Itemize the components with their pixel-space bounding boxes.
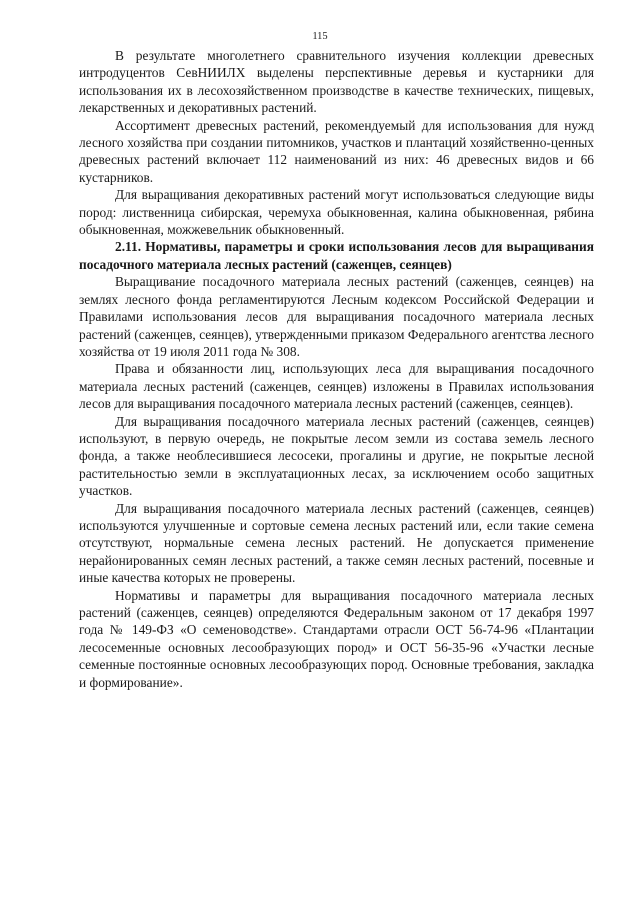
paragraph: Для выращивания декоративных растений могут использоваться следующие виды пород: лиственница сибирская, черемуха обыкновенная, калина обыкновенная, рябина обыкновенная, можжевельник обыкновенный. [79, 187, 594, 238]
paragraph: Права и обязанности лиц, использующих леса для выращивания посадочного материала лесных растений (саженцев, сеянцев) изложены в Правилах использования лесов для выращивания посадочного материала лесных растений (саженцев, сеянцев). [79, 361, 594, 412]
paragraph: Для выращивания посадочного материала лесных растений (саженцев, сеянцев) используются улучшенные и сортовые семена лесных растений или, если такие семена отсутствуют, нормальные семена лесных растений. Не допускается применение нерайонированных семян лесных растений, а также семян лесных растений, посевные и иные качества которых не проверены. [79, 500, 594, 586]
page-content [79, 47, 594, 691]
paragraph: Нормативы и параметры для выращивания посадочного материала лесных растений (саженцев, сеянцев) определяются Федеральным законом от 17 декабря 1997 года № 149-ФЗ «О семеноводстве». Стандартами отрасли ОСТ 56-74-96 «Плантации лесосеменные основных лесообразующих пород» и ОСТ 56-35-96 «Участки лесные семенные постоянные основных лесообразующих пород. Основные требования, закладка и формирование». [79, 587, 594, 690]
paragraph: Выращивание посадочного материала лесных растений (саженцев, сеянцев) на землях лесного фонда регламентируются Лесным кодексом Российской Федерации и Правилами использования лесов для выращивания посадочного материала лесных растений (саженцев, сеянцев), утвержденными приказом Федерального агентства лесного хозяйства от 19 июля 2011 года № 308. [79, 274, 594, 359]
paragraph: В результате многолетнего сравнительного изучения коллекции древесных интродуцентов СевНИИЛХ выделены перспективные деревья и кустарники для использования их в лесохозяйственном производстве в качестве технических, пищевых, лекарственных и декоративных растений. [79, 48, 594, 116]
section-heading: 2.11. Нормативы, параметры и сроки использования лесов для выращивания посадочного материала лесных растений (саженцев, сеянцев) [79, 239, 594, 272]
paragraph: Для выращивания посадочного материала лесных растений (саженцев, сеянцев) используют, в первую очередь, не покрытые лесом земли из состава земель лесного фонда, а также необлесившиеся лесосеки, прогалины и другие, не покрытые лесной растительностью земли в эксплуатационных лесах, за исключением особо защитных участков. [79, 413, 594, 499]
paragraph: Ассортимент древесных растений, рекомендуемый для использования для нужд лесного хозяйства при создании питомников, участков и плантаций хозяйственно-ценных древесных растений включает 112 наименований из них: 46 древесных видов и 66 кустарников. [79, 117, 594, 185]
page-number: 115 [312, 31, 328, 42]
